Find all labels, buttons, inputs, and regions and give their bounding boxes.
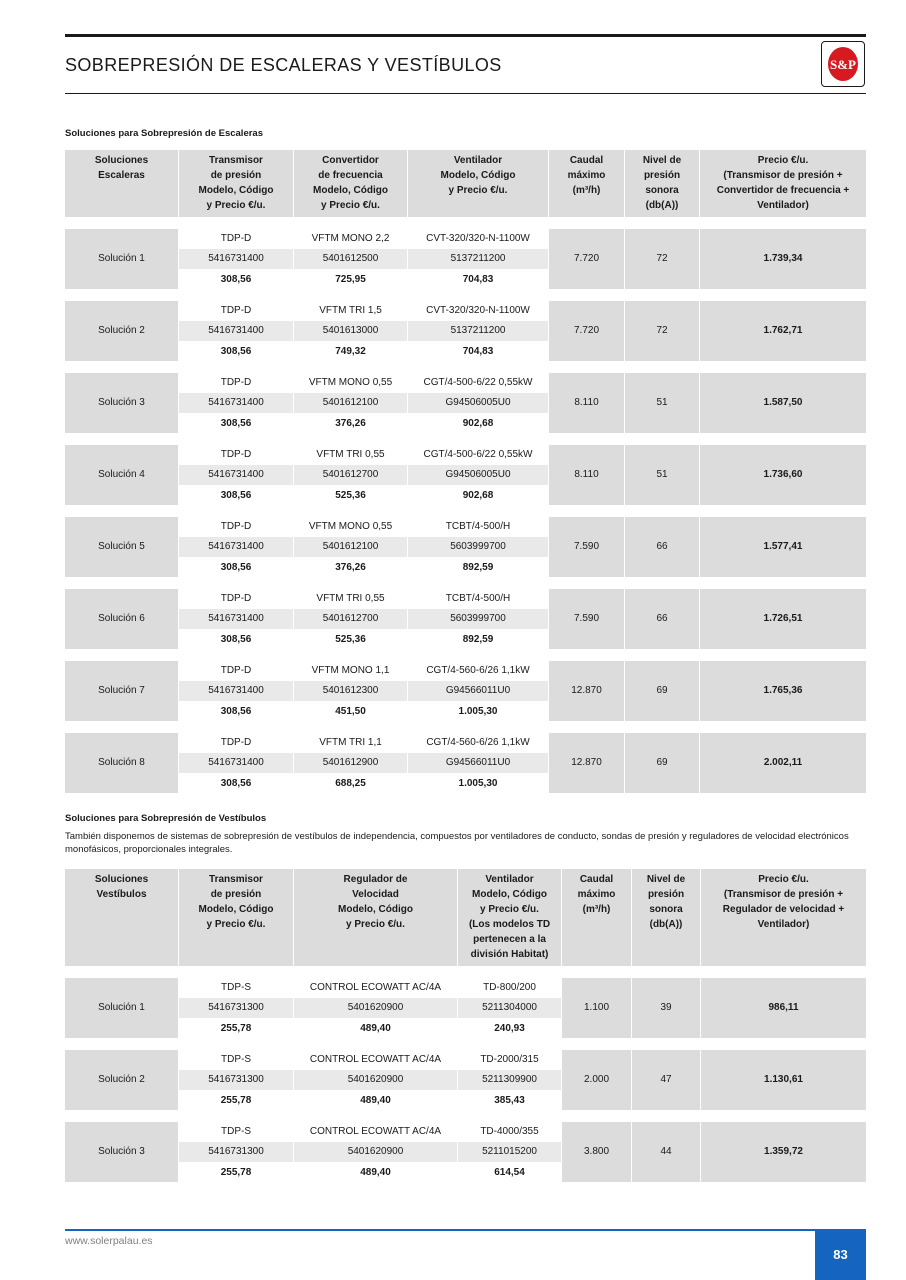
converter-cell: 5401620900 bbox=[294, 1070, 458, 1090]
transmitter-cell: TDP-S bbox=[179, 978, 294, 998]
fan-cell: 385,43 bbox=[458, 1091, 562, 1111]
transmitter-cell: 5416731400 bbox=[179, 393, 294, 413]
stairs-table-header bbox=[65, 150, 866, 217]
solution-block bbox=[65, 978, 866, 1039]
fan-cell: G94506005U0 bbox=[408, 393, 549, 413]
converter-cell: 725,95 bbox=[294, 270, 408, 290]
solution-block bbox=[65, 229, 866, 290]
section-description: También disponemos de sistemas de sobrepresión de vestíbulos de independencia, compuestos por ventiladores de conducto, sondas de presión y reguladores de velocidad electrónicos monofásicos, proporcionales integrales. bbox=[65, 831, 849, 855]
converter-cell: 5401613000 bbox=[294, 321, 408, 341]
header-transmitter: Transmisor de presión Modelo, Código y Precio €/u. bbox=[179, 150, 294, 217]
header-fan: Ventilador Modelo, Código y Precio €/u. bbox=[408, 150, 549, 217]
flow-cell: 7.590 bbox=[549, 589, 625, 650]
solution-name: Solución 1 bbox=[65, 229, 179, 290]
transmitter-cell: 308,56 bbox=[179, 702, 294, 722]
solution-name: Solución 2 bbox=[65, 1050, 179, 1111]
fan-cell: G94506005U0 bbox=[408, 465, 549, 485]
header-noise: Nivel de presión sonora (db(A)) bbox=[632, 869, 701, 966]
fan-cell: 5211304000 bbox=[458, 998, 562, 1018]
header-noise: Nivel de presión sonora (db(A)) bbox=[625, 150, 700, 217]
transmitter-cell: 5416731400 bbox=[179, 465, 294, 485]
transmitter-cell: TDP-D bbox=[179, 517, 294, 537]
converter-cell: VFTM MONO 0,55 bbox=[294, 373, 408, 393]
flow-cell: 7.590 bbox=[549, 517, 625, 578]
noise-cell: 47 bbox=[632, 1050, 701, 1111]
flow-cell: 7.720 bbox=[549, 229, 625, 290]
header-price: Precio €/u. (Transmisor de presión + Convertidor de frecuencia + Ventilador) bbox=[700, 150, 866, 217]
fan-cell: TCBT/4-500/H bbox=[408, 589, 549, 609]
fan-cell: 5137211200 bbox=[408, 249, 549, 269]
fan-cell: CGT/4-560-6/26 1,1kW bbox=[408, 661, 549, 681]
converter-cell: 489,40 bbox=[294, 1163, 458, 1183]
title-rule bbox=[65, 93, 866, 94]
fan-cell: 5137211200 bbox=[408, 321, 549, 341]
fan-cell: 892,59 bbox=[408, 558, 549, 578]
fan-cell: 5211015200 bbox=[458, 1142, 562, 1162]
total-price-cell: 1.762,71 bbox=[700, 301, 866, 362]
header-regulator: Regulador de Velocidad Modelo, Código y Precio €/u. bbox=[294, 869, 458, 966]
header-solutions: Soluciones Vestíbulos bbox=[65, 869, 179, 966]
transmitter-cell: TDP-D bbox=[179, 589, 294, 609]
converter-cell: 489,40 bbox=[294, 1019, 458, 1039]
converter-cell: 5401612100 bbox=[294, 537, 408, 557]
flow-cell: 8.110 bbox=[549, 373, 625, 434]
solution-block bbox=[65, 661, 866, 722]
converter-cell: VFTM MONO 0,55 bbox=[294, 517, 408, 537]
converter-cell: 376,26 bbox=[294, 414, 408, 434]
fan-cell: CVT-320/320-N-1100W bbox=[408, 229, 549, 249]
fan-cell: 5211309900 bbox=[458, 1070, 562, 1090]
fan-cell: TCBT/4-500/H bbox=[408, 517, 549, 537]
transmitter-cell: TDP-D bbox=[179, 229, 294, 249]
footer-rule bbox=[65, 1229, 866, 1231]
noise-cell: 72 bbox=[625, 301, 700, 362]
transmitter-cell: TDP-D bbox=[179, 733, 294, 753]
solution-name: Solución 7 bbox=[65, 661, 179, 722]
transmitter-cell: 308,56 bbox=[179, 414, 294, 434]
page-number: 83 bbox=[815, 1229, 866, 1280]
flow-cell: 8.110 bbox=[549, 445, 625, 506]
converter-cell: VFTM TRI 0,55 bbox=[294, 589, 408, 609]
converter-cell: 5401620900 bbox=[294, 998, 458, 1018]
converter-cell: 5401612900 bbox=[294, 753, 408, 773]
solution-block bbox=[65, 301, 866, 362]
transmitter-cell: 5416731300 bbox=[179, 1142, 294, 1162]
transmitter-cell: 5416731400 bbox=[179, 249, 294, 269]
fan-cell: 704,83 bbox=[408, 342, 549, 362]
converter-cell: VFTM MONO 1,1 bbox=[294, 661, 408, 681]
fan-cell: 1.005,30 bbox=[408, 702, 549, 722]
converter-cell: 5401612300 bbox=[294, 681, 408, 701]
transmitter-cell: TDP-D bbox=[179, 445, 294, 465]
transmitter-cell: 5416731400 bbox=[179, 537, 294, 557]
total-price-cell: 986,11 bbox=[701, 978, 866, 1039]
noise-cell: 51 bbox=[625, 373, 700, 434]
noise-cell: 51 bbox=[625, 445, 700, 506]
noise-cell: 44 bbox=[632, 1122, 701, 1183]
converter-cell: 688,25 bbox=[294, 774, 408, 794]
flow-cell: 12.870 bbox=[549, 733, 625, 794]
section-heading-stairs: Soluciones para Sobrepresión de Escaleras bbox=[65, 128, 263, 139]
section-heading-vestibules: Soluciones para Sobrepresión de Vestíbulos bbox=[65, 813, 267, 824]
converter-cell: 525,36 bbox=[294, 486, 408, 506]
fan-cell: CGT/4-500-6/22 0,55kW bbox=[408, 445, 549, 465]
converter-cell: CONTROL ECOWATT AC/4A bbox=[294, 1050, 458, 1070]
converter-cell: VFTM TRI 1,5 bbox=[294, 301, 408, 321]
solution-block bbox=[65, 733, 866, 794]
fan-cell: 902,68 bbox=[408, 414, 549, 434]
footer-url[interactable]: www.solerpalau.es bbox=[65, 1235, 153, 1247]
transmitter-cell: 5416731400 bbox=[179, 321, 294, 341]
fan-cell: 902,68 bbox=[408, 486, 549, 506]
transmitter-cell: TDP-S bbox=[179, 1050, 294, 1070]
solution-name: Solución 5 bbox=[65, 517, 179, 578]
total-price-cell: 2.002,11 bbox=[700, 733, 866, 794]
total-price-cell: 1.130,61 bbox=[701, 1050, 866, 1111]
converter-cell: VFTM TRI 0,55 bbox=[294, 445, 408, 465]
transmitter-cell: 5416731300 bbox=[179, 1070, 294, 1090]
top-rule bbox=[65, 34, 866, 37]
flow-cell: 1.100 bbox=[562, 978, 632, 1039]
fan-cell: 5603999700 bbox=[408, 609, 549, 629]
transmitter-cell: 5416731400 bbox=[179, 681, 294, 701]
converter-cell: 376,26 bbox=[294, 558, 408, 578]
converter-cell: 5401620900 bbox=[294, 1142, 458, 1162]
svg-text:S&P: S&P bbox=[830, 57, 856, 72]
flow-cell: 7.720 bbox=[549, 301, 625, 362]
noise-cell: 69 bbox=[625, 661, 700, 722]
converter-cell: VFTM TRI 1,1 bbox=[294, 733, 408, 753]
transmitter-cell: 308,56 bbox=[179, 558, 294, 578]
transmitter-cell: 308,56 bbox=[179, 630, 294, 650]
fan-cell: 614,54 bbox=[458, 1163, 562, 1183]
sp-logo bbox=[821, 41, 865, 87]
transmitter-cell: 308,56 bbox=[179, 270, 294, 290]
header-transmitter: Transmisor de presión Modelo, Código y Precio €/u. bbox=[179, 869, 294, 966]
header-price: Precio €/u. (Transmisor de presión + Regulador de velocidad + Ventilador) bbox=[701, 869, 866, 966]
fan-cell: 5603999700 bbox=[408, 537, 549, 557]
transmitter-cell: TDP-D bbox=[179, 373, 294, 393]
total-price-cell: 1.765,36 bbox=[700, 661, 866, 722]
transmitter-cell: 255,78 bbox=[179, 1091, 294, 1111]
converter-cell: 5401612700 bbox=[294, 609, 408, 629]
transmitter-cell: TDP-S bbox=[179, 1122, 294, 1142]
transmitter-cell: 308,56 bbox=[179, 486, 294, 506]
vestibules-table-header bbox=[65, 869, 866, 966]
solution-name: Solución 2 bbox=[65, 301, 179, 362]
noise-cell: 66 bbox=[625, 517, 700, 578]
transmitter-cell: 5416731300 bbox=[179, 998, 294, 1018]
total-price-cell: 1.726,51 bbox=[700, 589, 866, 650]
converter-cell: 489,40 bbox=[294, 1091, 458, 1111]
fan-cell: 240,93 bbox=[458, 1019, 562, 1039]
transmitter-cell: 5416731400 bbox=[179, 753, 294, 773]
page-title: SOBREPRESIÓN DE ESCALERAS Y VESTÍBULOS bbox=[65, 55, 502, 75]
solution-name: Solución 3 bbox=[65, 1122, 179, 1183]
total-price-cell: 1.739,34 bbox=[700, 229, 866, 290]
transmitter-cell: TDP-D bbox=[179, 661, 294, 681]
transmitter-cell: 308,56 bbox=[179, 342, 294, 362]
converter-cell: 749,32 bbox=[294, 342, 408, 362]
solution-block bbox=[65, 373, 866, 434]
noise-cell: 72 bbox=[625, 229, 700, 290]
converter-cell: CONTROL ECOWATT AC/4A bbox=[294, 1122, 458, 1142]
solution-name: Solución 4 bbox=[65, 445, 179, 506]
header-flow: Caudal máximo (m³/h) bbox=[562, 869, 632, 966]
header-flow: Caudal máximo (m³/h) bbox=[549, 150, 625, 217]
converter-cell: VFTM MONO 2,2 bbox=[294, 229, 408, 249]
total-price-cell: 1.577,41 bbox=[700, 517, 866, 578]
solution-name: Solución 3 bbox=[65, 373, 179, 434]
converter-cell: 5401612100 bbox=[294, 393, 408, 413]
flow-cell: 2.000 bbox=[562, 1050, 632, 1111]
converter-cell: 5401612500 bbox=[294, 249, 408, 269]
transmitter-cell: 5416731400 bbox=[179, 609, 294, 629]
converter-cell: 451,50 bbox=[294, 702, 408, 722]
total-price-cell: 1.587,50 bbox=[700, 373, 866, 434]
fan-cell: G94566011U0 bbox=[408, 681, 549, 701]
header-converter: Convertidor de frecuencia Modelo, Código y Precio €/u. bbox=[294, 150, 408, 217]
transmitter-cell: 255,78 bbox=[179, 1163, 294, 1183]
header-solutions: Soluciones Escaleras bbox=[65, 150, 179, 217]
total-price-cell: 1.736,60 bbox=[700, 445, 866, 506]
solution-block bbox=[65, 517, 866, 578]
total-price-cell: 1.359,72 bbox=[701, 1122, 866, 1183]
solution-block bbox=[65, 1050, 866, 1111]
solution-name: Solución 8 bbox=[65, 733, 179, 794]
fan-cell: G94566011U0 bbox=[408, 753, 549, 773]
noise-cell: 69 bbox=[625, 733, 700, 794]
noise-cell: 66 bbox=[625, 589, 700, 650]
converter-cell: 525,36 bbox=[294, 630, 408, 650]
solution-name: Solución 1 bbox=[65, 978, 179, 1039]
fan-cell: CGT/4-560-6/26 1,1kW bbox=[408, 733, 549, 753]
fan-cell: CVT-320/320-N-1100W bbox=[408, 301, 549, 321]
header-fan: Ventilador Modelo, Código y Precio €/u. (Los modelos TD pertenecen a la división Habitat) bbox=[458, 869, 562, 966]
transmitter-cell: TDP-D bbox=[179, 301, 294, 321]
fan-cell: TD-4000/355 bbox=[458, 1122, 562, 1142]
fan-cell: TD-800/200 bbox=[458, 978, 562, 998]
fan-cell: 704,83 bbox=[408, 270, 549, 290]
fan-cell: 1.005,30 bbox=[408, 774, 549, 794]
transmitter-cell: 255,78 bbox=[179, 1019, 294, 1039]
converter-cell: 5401612700 bbox=[294, 465, 408, 485]
fan-cell: 892,59 bbox=[408, 630, 549, 650]
flow-cell: 12.870 bbox=[549, 661, 625, 722]
fan-cell: CGT/4-500-6/22 0,55kW bbox=[408, 373, 549, 393]
solution-block bbox=[65, 1122, 866, 1183]
noise-cell: 39 bbox=[632, 978, 701, 1039]
solution-block bbox=[65, 589, 866, 650]
solution-name: Solución 6 bbox=[65, 589, 179, 650]
transmitter-cell: 308,56 bbox=[179, 774, 294, 794]
solution-block bbox=[65, 445, 866, 506]
fan-cell: TD-2000/315 bbox=[458, 1050, 562, 1070]
converter-cell: CONTROL ECOWATT AC/4A bbox=[294, 978, 458, 998]
flow-cell: 3.800 bbox=[562, 1122, 632, 1183]
